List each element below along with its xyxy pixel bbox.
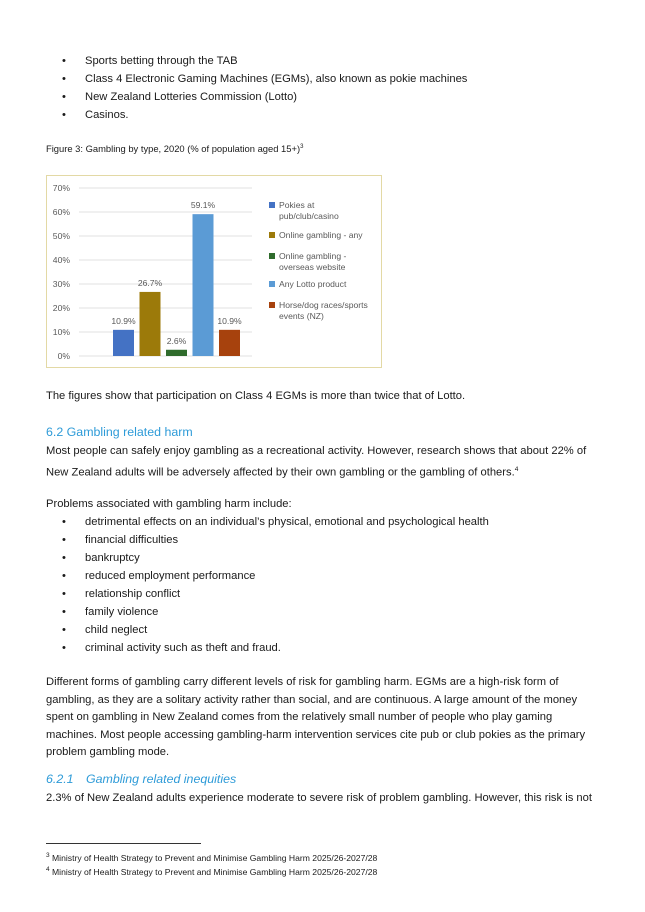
footnote-text: Ministry of Health Strategy to Prevent and Minimise Gambling Harm 2025/26-2027/28 bbox=[52, 867, 378, 878]
legend-swatch bbox=[269, 232, 275, 238]
risk-paragraph: Different forms of gambling carry different levels of risk for gambling harm. EGMs are a high-risk form of gambling, as they are a solitary activity rather than social, and are continuous. A large amount of the money spent on gambling in New Zealand comes from the relatively small number of people who play gaming machines. Most people accessing gambling-harm intervention services cite pub or club pokies as the primary problem gambling mode. bbox=[46, 676, 586, 758]
y-tick-label: 50% bbox=[52, 231, 70, 241]
gambling-by-type-chart bbox=[46, 175, 382, 368]
figure-summary: The figures show that participation on Class 4 EGMs is more than twice that of Lotto. bbox=[46, 390, 466, 402]
legend-entry bbox=[269, 251, 379, 273]
list-item: • family violence bbox=[62, 603, 489, 621]
data-label: 26.7% bbox=[137, 277, 163, 288]
figure-caption-text: Figure 3: Gambling by type, 2020 (% of population aged 15+) bbox=[46, 143, 301, 154]
data-label: 10.9% bbox=[217, 315, 242, 326]
list-item: • Sports betting through the TAB bbox=[62, 52, 467, 70]
data-label: 10.9% bbox=[111, 315, 136, 326]
list-item: • detrimental effects on an individual’s physical, emotional and psychological health bbox=[62, 513, 489, 531]
list-item: • reduced employment performance bbox=[62, 567, 489, 585]
list-item: • Class 4 Electronic Gaming Machines (EGMs), also known as pokie machines bbox=[62, 70, 467, 88]
gambling-types-list bbox=[62, 52, 467, 124]
footnote-number: 3 bbox=[46, 852, 50, 859]
footnote bbox=[46, 864, 377, 878]
footnotes bbox=[46, 850, 377, 879]
legend-label: Horse/dog races/sports bbox=[279, 300, 368, 310]
list-item: • bankruptcy bbox=[62, 549, 489, 567]
chart-legend bbox=[269, 200, 379, 322]
legend-label: pub/club/casino bbox=[279, 211, 339, 221]
y-tick-label: 10% bbox=[52, 327, 70, 337]
bar bbox=[140, 292, 161, 356]
bar bbox=[193, 214, 214, 356]
legend-swatch bbox=[269, 281, 275, 287]
footnote-ref: 4 bbox=[514, 465, 519, 473]
harm-paragraph bbox=[46, 443, 602, 482]
list-item: • criminal activity such as theft and fraud. bbox=[62, 639, 489, 657]
y-tick-label: 0% bbox=[57, 351, 70, 361]
legend-label: Online gambling - any bbox=[279, 230, 363, 240]
legend-entry bbox=[269, 200, 379, 222]
y-tick-label: 30% bbox=[52, 279, 70, 289]
harm-problems-list bbox=[62, 513, 489, 657]
data-label: 59.1% bbox=[190, 200, 216, 211]
legend-entry bbox=[269, 300, 379, 322]
legend-label: Pokies at bbox=[279, 200, 315, 210]
legend-swatch bbox=[269, 253, 275, 259]
bar bbox=[113, 330, 134, 356]
section-heading-6-2-1 bbox=[46, 772, 236, 786]
footnote-text: Ministry of Health Strategy to Prevent and Minimise Gambling Harm 2025/26-2027/28 bbox=[52, 852, 378, 863]
problems-intro: Problems associated with gambling harm include: bbox=[46, 498, 292, 510]
legend-label: overseas website bbox=[279, 262, 346, 272]
legend-label: Any Lotto product bbox=[279, 279, 347, 289]
section-title: Gambling related inequities bbox=[86, 772, 237, 786]
y-tick-label: 40% bbox=[52, 255, 70, 265]
list-item: • child neglect bbox=[62, 621, 489, 639]
y-tick-label: 70% bbox=[52, 183, 70, 193]
y-tick-label: 20% bbox=[52, 303, 70, 313]
footnote bbox=[46, 850, 377, 864]
harm-paragraph-text: Most people can safely enjoy gambling as a recreational activity. However, research shows that about 22% of New Zealand adults will be adversely affected by their own gambling or the gambling of others. bbox=[46, 445, 587, 479]
list-item: • financial difficulties bbox=[62, 531, 489, 549]
legend-label: events (NZ) bbox=[279, 311, 324, 321]
footnote-ref: 3 bbox=[300, 143, 304, 150]
section-heading-6-2: 6.2 Gambling related harm bbox=[46, 425, 193, 439]
legend-entry bbox=[269, 230, 379, 241]
y-tick-label: 60% bbox=[52, 207, 70, 217]
legend-swatch bbox=[269, 202, 275, 208]
footnote-number: 4 bbox=[46, 866, 50, 874]
legend-swatch bbox=[269, 302, 275, 308]
list-item: • New Zealand Lotteries Commission (Lotto) bbox=[62, 88, 467, 106]
bar bbox=[166, 350, 187, 356]
inequities-paragraph: 2.3% of New Zealand adults experience moderate to severe risk of problem gambling. However, this risk is not bbox=[46, 792, 592, 804]
list-item: • relationship conflict bbox=[62, 585, 489, 603]
list-item: • Casinos. bbox=[62, 106, 467, 124]
figure-caption bbox=[46, 143, 303, 154]
footnote-divider bbox=[46, 843, 201, 844]
data-label: 2.6% bbox=[166, 335, 187, 346]
legend-entry bbox=[269, 279, 379, 290]
bar bbox=[219, 330, 240, 356]
section-number: 6.2.1 bbox=[46, 772, 74, 786]
legend-label: Online gambling - bbox=[279, 251, 347, 261]
